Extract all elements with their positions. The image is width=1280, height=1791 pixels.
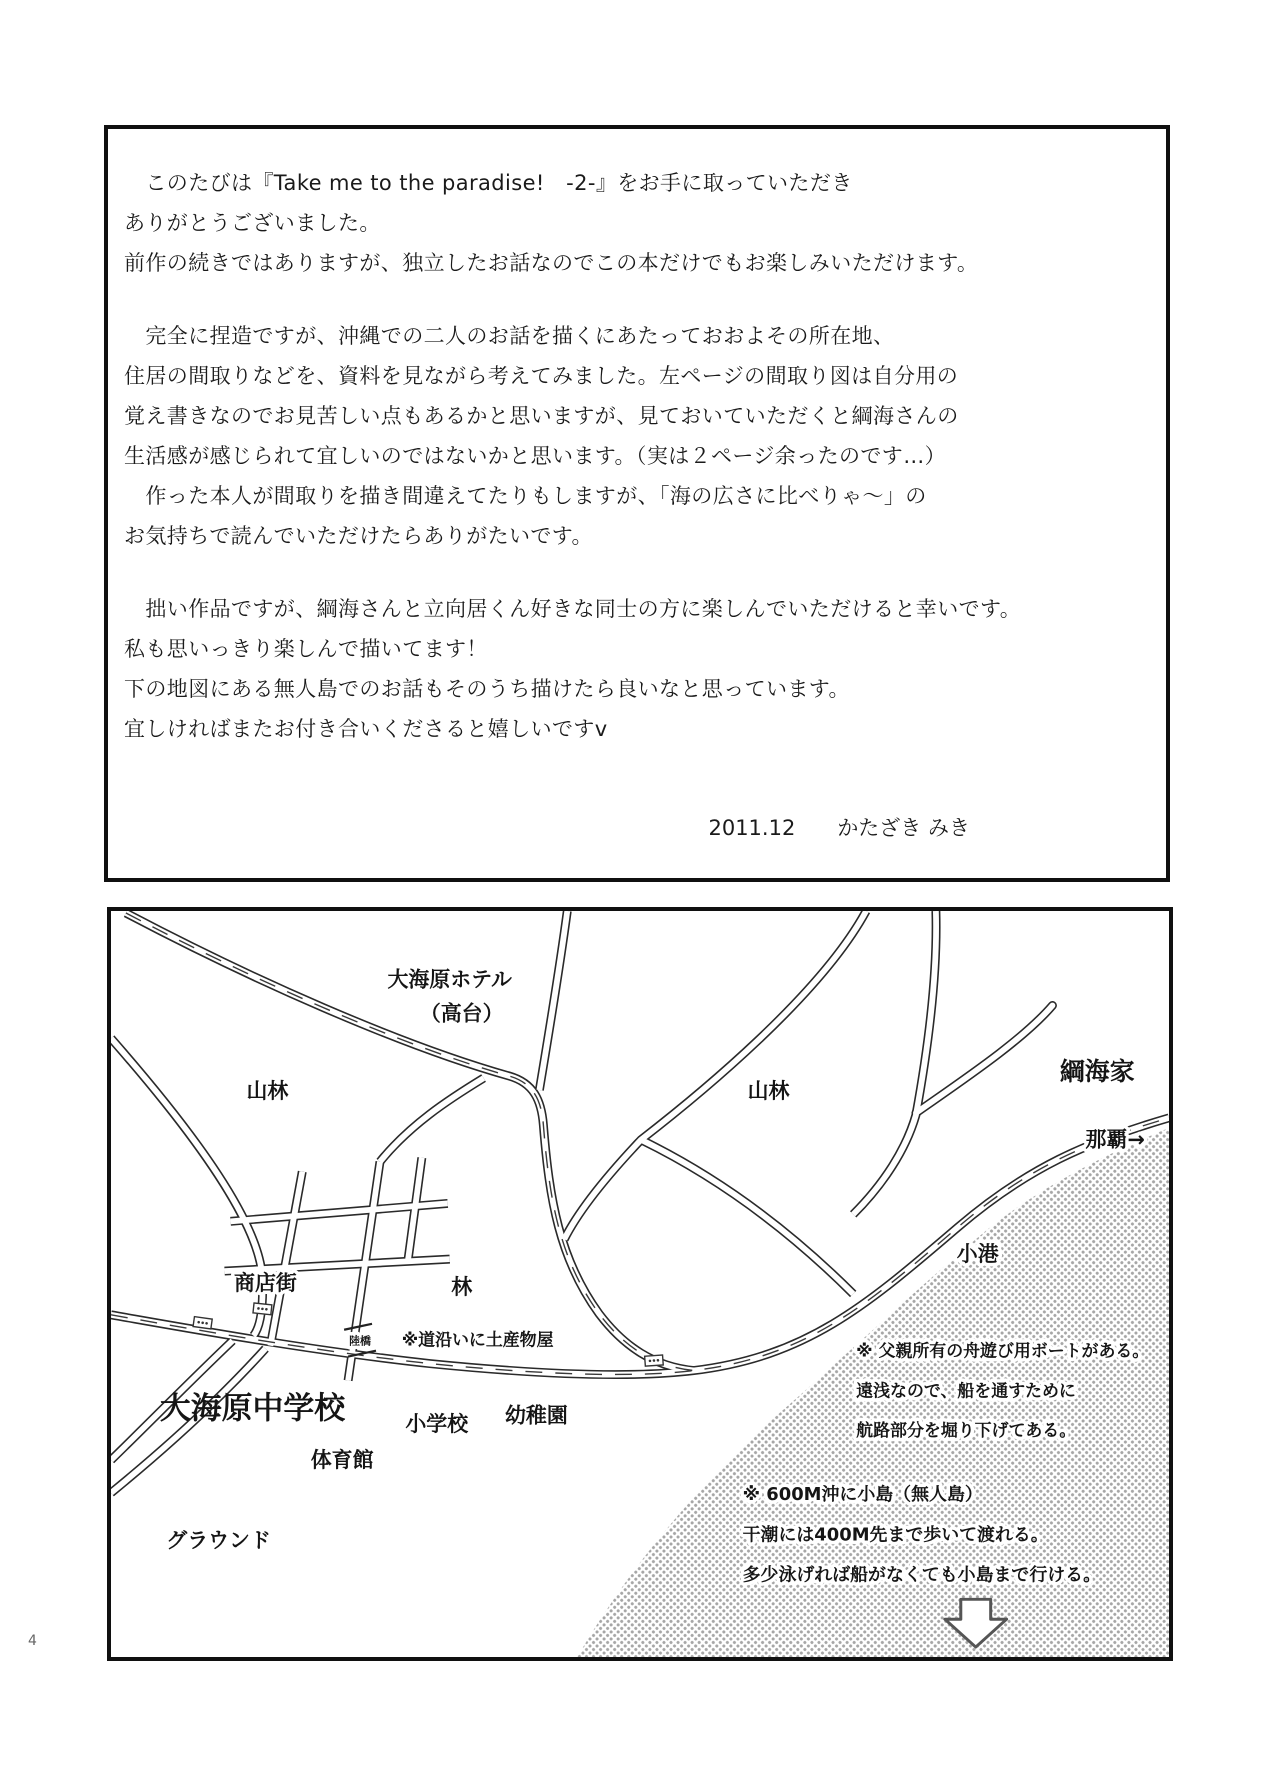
bus-stop-icon	[193, 1317, 212, 1329]
afterword-box	[104, 125, 1170, 882]
bus-stop-icon	[253, 1303, 272, 1315]
map-label-elementary: 小学校	[405, 1412, 469, 1437]
afterword-line: 宜しければまたお付き合いくださると嬉しいですv	[124, 717, 608, 741]
afterword-line: 下の地図にある無人島でのお話もそのうち描けたら良いなと思っています。	[124, 677, 850, 701]
map-note-boat-line: 遠浅なので、船を通すために	[856, 1380, 1076, 1401]
map-svg	[111, 911, 1169, 1657]
map-label-overpass: 陸橋	[349, 1334, 372, 1348]
afterword-line: 作った本人が間取りを描き間違えてたりもしますが、「海の広さに比べりゃ～」の	[124, 484, 927, 508]
map-note-island-line: 干潮には400M先まで歩いて渡れる。	[742, 1524, 1049, 1546]
map-label-junior-high: 大海原中学校	[159, 1390, 346, 1427]
afterword-line: 私も思いっきり楽しんで描いてます！	[124, 637, 488, 661]
map-note-boat-line: ※ 父親所有の舟遊び用ボートがある。	[856, 1340, 1150, 1361]
map-label-ground: グラウンド	[166, 1528, 271, 1553]
bus-stop-icon	[645, 1355, 664, 1366]
map-label-hotel: 大海原ホテル	[387, 967, 512, 992]
map-label-forest-left: 山林	[246, 1079, 289, 1103]
road-branch	[641, 1140, 853, 1294]
road-grid-s1	[270, 1172, 302, 1346]
map-label-gym: 体育館	[310, 1448, 374, 1473]
page-number: 4	[28, 1633, 37, 1649]
afterword-line: お気持ちで読んでいただけたらありがたいです。	[124, 524, 593, 548]
afterword-paragraph	[124, 589, 1152, 749]
map-note-island-line: ※ 600M沖に小島（無人島）	[742, 1483, 983, 1505]
afterword-line: 生活感が感じられて宜しいのではないかと思います。（実は２ページ余ったのです…）	[124, 444, 946, 468]
map-label-forest-right: 山林	[747, 1079, 790, 1103]
afterword-line: ありがとうございました。	[124, 211, 381, 235]
afterword-line: 拙い作品ですが、綱海さんと立向居くん好きな同士の方に楽しんでいただけると幸いです。	[124, 597, 1022, 621]
map-label-hotel-note: （高台）	[419, 1001, 504, 1026]
road-hotel	[539, 911, 567, 1090]
afterword-line: 住居の間取りなどを、資料を見ながら考えてみました。左ページの間取り図は自分用の	[124, 364, 959, 388]
afterword-line: 前作の続きではありますが、独立したお話なのでこの本だけでもお楽しみいただけます。	[124, 251, 979, 275]
afterword-paragraph	[124, 163, 1152, 283]
map-label-tsunamike: 綱海家	[1059, 1057, 1135, 1087]
map-label-naha: 那覇→	[1085, 1127, 1145, 1152]
afterword-line: 覚え書きなのでお見苦しい点もあるかと思いますが、見ておいていただくと綱海さんの	[124, 404, 959, 428]
signature-name: かたざき みき	[837, 816, 970, 840]
afterword-line: 完全に捏造ですが、沖縄での二人のお話を描くにあたっておおよその所在地、	[124, 324, 895, 348]
map-label-kindergarten: 幼稚園	[505, 1403, 568, 1428]
map-note-island-line: 多少泳げれば船がなくても小島まで行ける。	[742, 1564, 1102, 1586]
signature	[124, 812, 1152, 842]
map-label-souvenir: ※道沿いに土産物屋	[401, 1329, 554, 1350]
signature-date: 2011.12	[708, 816, 796, 840]
map-note-boat-line: 航路部分を堀り下げてある。	[856, 1420, 1077, 1441]
map-label-port: 小港	[956, 1242, 999, 1267]
map-label-grove: 林	[451, 1274, 473, 1299]
afterword-paragraph	[124, 316, 1152, 556]
map-box	[107, 907, 1173, 1661]
afterword-line: このたびは『Take me to the paradise! -2-』をお手に取っていただき	[124, 171, 853, 195]
map-label-shopping-street: 商店街	[234, 1270, 297, 1295]
road-north-east	[564, 911, 866, 1239]
road-branch	[641, 1140, 853, 1294]
